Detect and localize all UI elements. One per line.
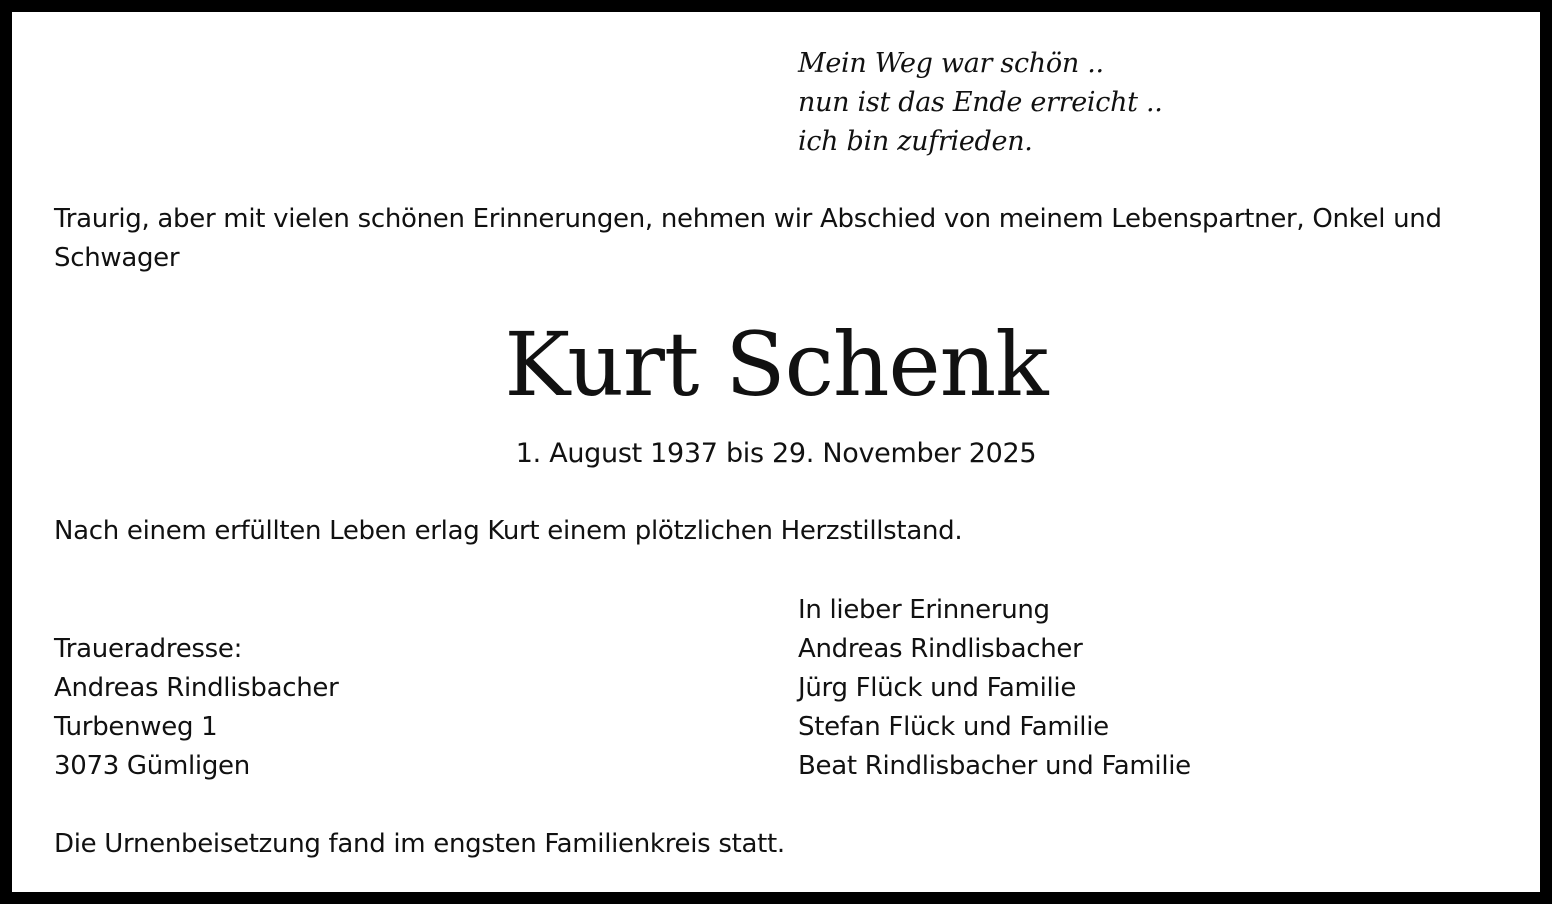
death-statement: Nach einem erfüllten Leben erlag Kurt einem plötzlichen Herzstillstand. [54, 516, 963, 546]
address-name: Andreas Rindlisbacher [54, 673, 339, 703]
burial-note: Die Urnenbeisetzung fand im engsten Familienkreis statt. [54, 829, 785, 859]
poem-quote [798, 44, 1163, 161]
address-city: 3073 Gümligen [54, 751, 250, 781]
family-heading: In lieber Erinnerung [798, 595, 1050, 625]
family-member: Andreas Rindlisbacher [798, 634, 1083, 664]
mourning-address [54, 630, 339, 786]
address-street: Turbenweg 1 [54, 712, 218, 742]
poem-line: ich bin zufrieden. [798, 126, 1033, 157]
family-member: Jürg Flück und Familie [798, 673, 1077, 703]
address-label: Traueradresse: [54, 634, 243, 664]
family-member: Beat Rindlisbacher und Familie [798, 751, 1191, 781]
intro-text: Traurig, aber mit vielen schönen Erinnerungen, nehmen wir Abschied von meinem Lebenspartner, Onkel und Schwager [54, 204, 1442, 273]
life-dates: 1. August 1937 bis 29. November 2025 [515, 438, 1037, 469]
poem-line: Mein Weg war schön .. [798, 48, 1104, 79]
family-signatures [798, 591, 1191, 786]
poem-line: nun ist das Ende erreicht .. [798, 87, 1163, 118]
family-member: Stefan Flück und Familie [798, 712, 1109, 742]
deceased-name: Kurt Schenk [504, 313, 1048, 416]
